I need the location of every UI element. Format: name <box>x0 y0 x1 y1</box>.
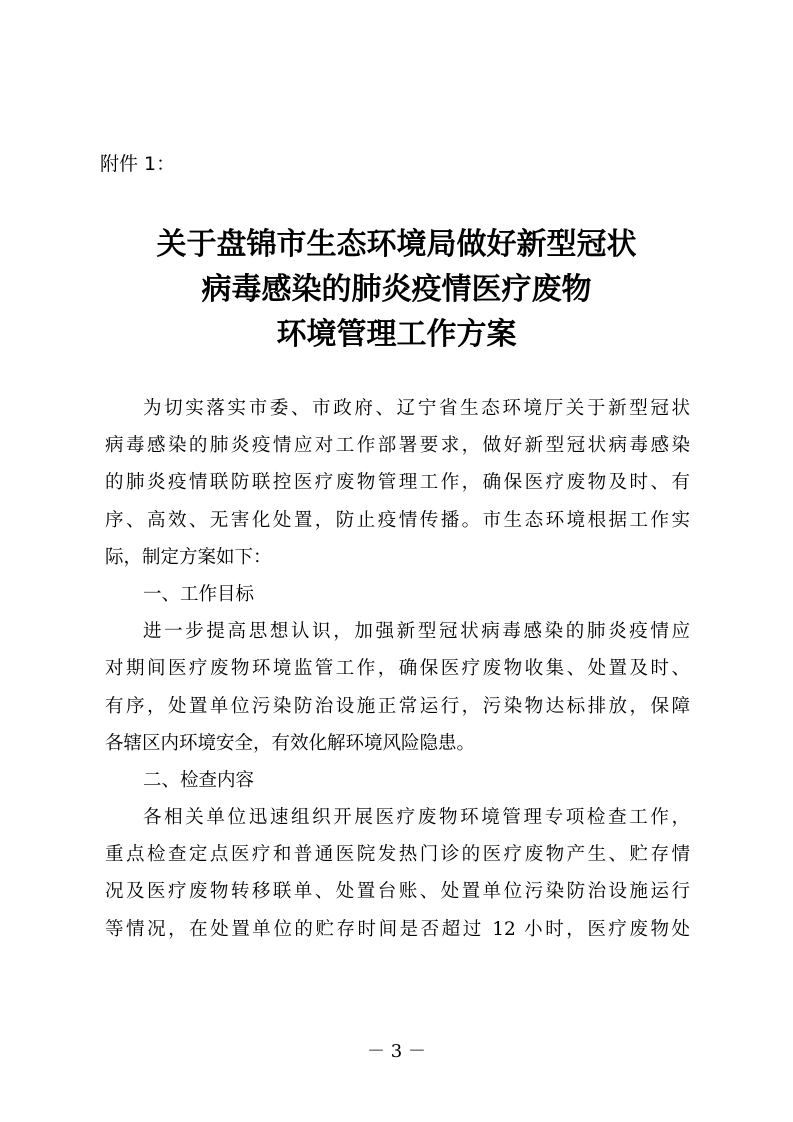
paragraph-line: 等情况，在处置单位的贮存时间是否超过 12 小时，医疗废物处 <box>105 918 690 940</box>
section-heading-goals: 一、工作目标 <box>143 583 255 605</box>
paragraph-line: 重点检查定点医疗和普通医院发热门诊的医疗废物产生、贮存情 <box>105 844 690 866</box>
paragraph-line: 序、高效、无害化处置，防止疫情传播。市生态环境根据工作实 <box>105 509 690 531</box>
page-number: － 3 － <box>367 1041 426 1062</box>
paragraph-line: 的肺炎疫情联防联控医疗废物管理工作，确保医疗废物及时、有 <box>105 472 690 494</box>
paragraph-line: 有序，处置单位污染防治设施正常运行，污染物达标排放，保障 <box>105 695 690 717</box>
paragraph-line: 为切实落实市委、市政府、辽宁省生态环境厅关于新型冠状 <box>143 398 690 419</box>
title-line: 环境管理工作方案 <box>276 317 517 352</box>
paragraph-line: 际，制定方案如下： <box>105 546 272 568</box>
title-line: 关于盘锦市生态环境局做好新型冠状 <box>156 227 637 262</box>
paragraph-line: 对期间医疗废物环境监管工作，确保医疗废物收集、处置及时、 <box>105 658 690 680</box>
paragraph-line: 病毒感染的肺炎疫情应对工作部署要求，做好新型冠状病毒感染 <box>105 435 690 457</box>
document-body <box>105 390 690 948</box>
paragraph-line: 况及医疗废物转移联单、处置台账、处置单位污染防治设施运行 <box>105 881 690 903</box>
section-heading-inspection: 二、检查内容 <box>143 769 255 791</box>
paragraph-line: 各辖区内环境安全，有效化解环境风险隐患。 <box>105 732 476 754</box>
paragraph-line: 各相关单位迅速组织开展医疗废物环境管理专项检查工作， <box>143 807 690 829</box>
attachment-label: 附件 1： <box>100 153 176 175</box>
paragraph-line: 进一步提高思想认识，加强新型冠状病毒感染的肺炎疫情应 <box>143 621 690 643</box>
title-line: 病毒感染的肺炎疫情医疗废物 <box>201 272 592 307</box>
document-title <box>100 222 693 357</box>
